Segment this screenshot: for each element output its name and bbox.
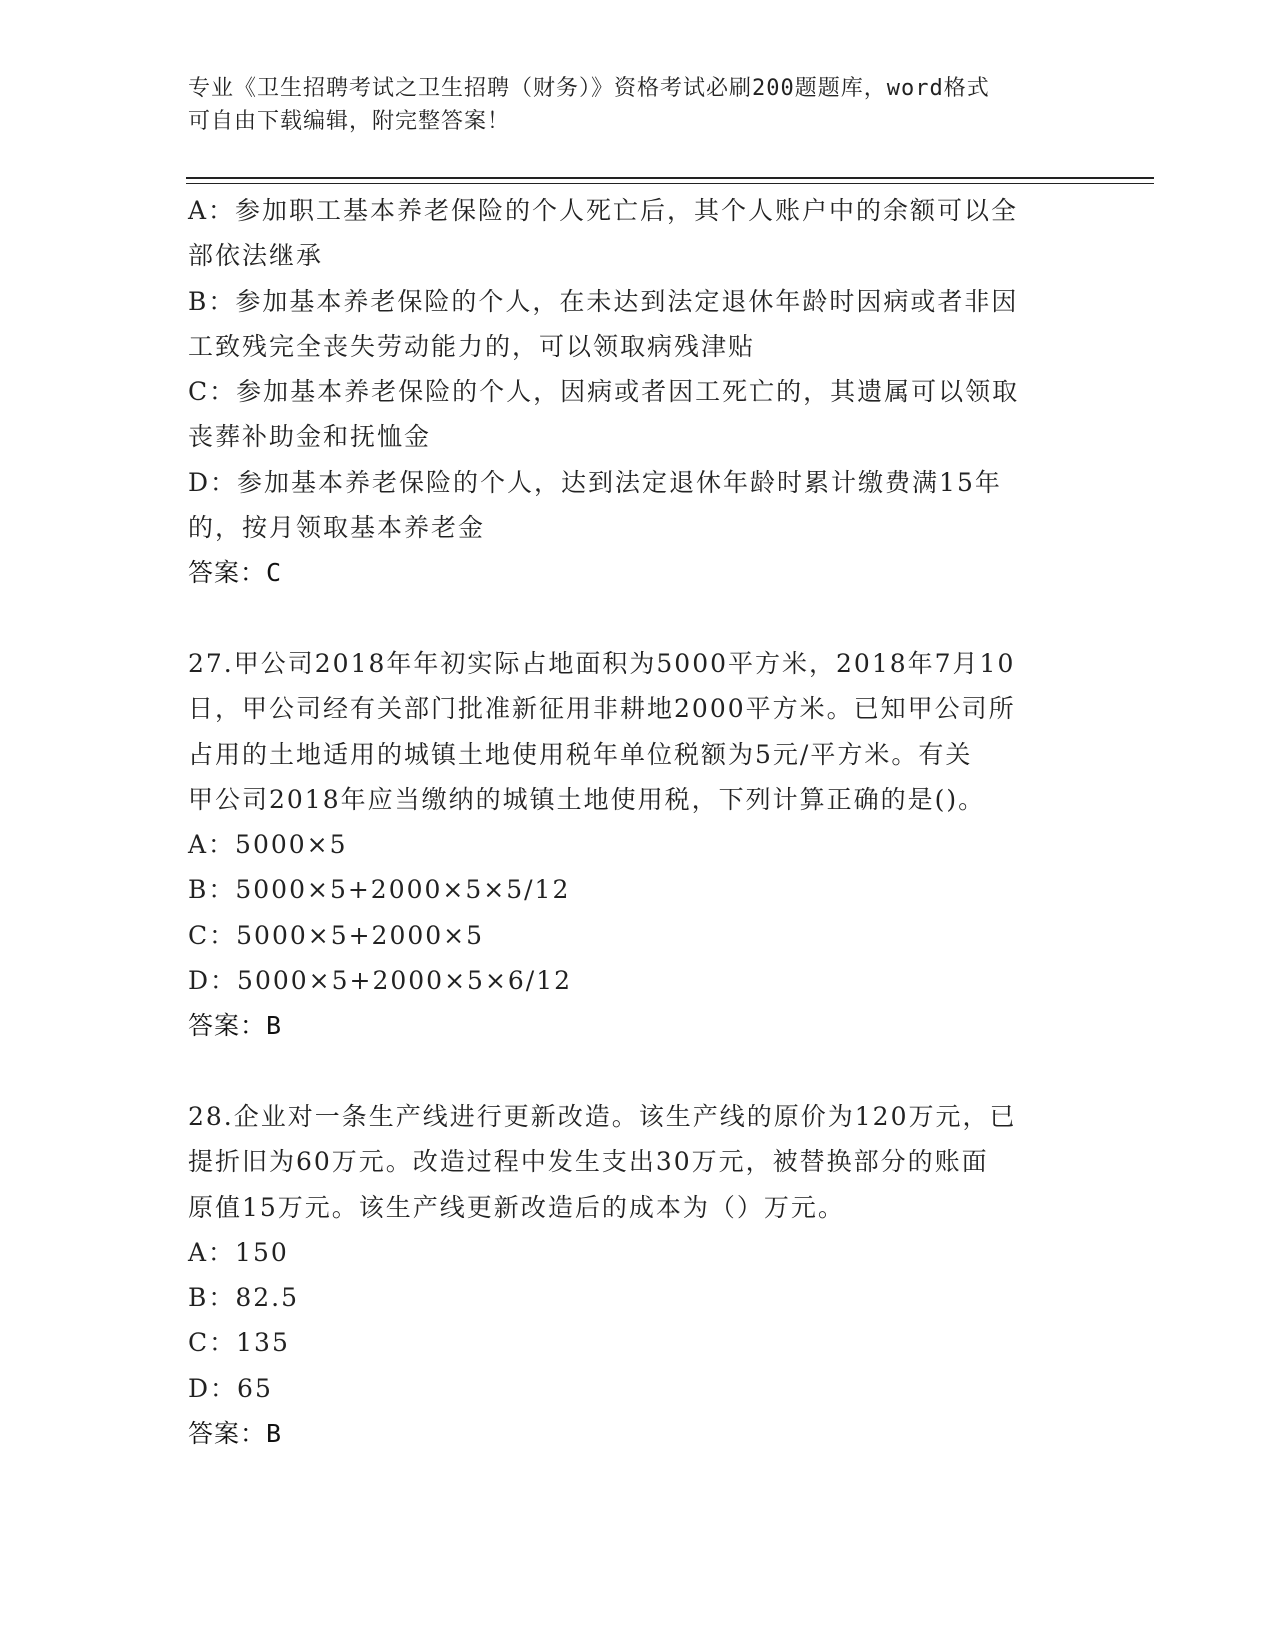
question-stem-line-2: 提折旧为60万元。改造过程中发生支出30万元，被替换部分的账面 <box>188 1147 989 1177</box>
question-stem-line-1: 28.企业对一条生产线进行更新改造。该生产线的原价为120万元，已 <box>188 1101 1017 1131</box>
spacer <box>188 596 1088 641</box>
header-title-line-2: 可自由下载编辑，附完整答案！ <box>188 109 511 134</box>
header-rule-thick <box>186 177 1154 179</box>
option-c: C：5000×5+2000×5 <box>188 920 485 950</box>
question-28 <box>188 1094 1088 1456</box>
question-stem-line-2: 日，甲公司经有关部门批准新征用非耕地2000平方米。已知甲公司所 <box>188 694 1016 724</box>
header-rule-thin <box>186 183 1154 184</box>
option-b: B：5000×5+2000×5×5/12 <box>188 875 571 905</box>
question-27 <box>188 641 1088 1049</box>
option-a: A：5000×5 <box>188 830 348 860</box>
header-title-line-1: 专业《卫生招聘考试之卫生招聘（财务）》资格考试必刷200题题库，word格式 <box>188 76 990 101</box>
option-d-line-1: D：参加基本养老保险的个人，达到法定退休年龄时累计缴费满15年 <box>188 467 1002 497</box>
option-a-line-2: 部依法继承 <box>188 241 324 271</box>
option-a: A：150 <box>188 1237 289 1267</box>
option-b: B：82.5 <box>188 1283 300 1313</box>
option-d: D：65 <box>188 1373 273 1403</box>
option-c: C：135 <box>188 1328 290 1358</box>
option-b-line-1: B：参加基本养老保险的个人，在未达到法定退休年龄时因病或者非因 <box>188 286 1019 316</box>
option-c-line-1: C：参加基本养老保险的个人，因病或者因工死亡的，其遗属可以领取 <box>188 377 1020 407</box>
option-c-line-2: 丧葬补助金和抚恤金 <box>188 422 432 452</box>
answer: 答案：B <box>188 1011 283 1041</box>
option-d-line-2: 的，按月领取基本养老金 <box>188 513 486 543</box>
question-stem-line-3: 占用的土地适用的城镇土地使用税年单位税额为5元/平方米。有关 <box>188 739 973 769</box>
answer: 答案：C <box>188 558 283 588</box>
page-header <box>188 72 1088 138</box>
spacer <box>188 1049 1088 1094</box>
question-stem-line-1: 27.甲公司2018年年初实际占地面积为5000平方米，2018年7月10 <box>188 648 1016 678</box>
answer: 答案：B <box>188 1419 283 1449</box>
question-26 <box>188 188 1088 596</box>
option-a-line-1: A：参加职工基本养老保险的个人死亡后，其个人账户中的余额可以全 <box>188 196 1019 225</box>
document-body <box>188 188 1088 1456</box>
question-stem-line-4: 甲公司2018年应当缴纳的城镇土地使用税，下列计算正确的是()。 <box>188 784 986 814</box>
question-stem-line-3: 原值15万元。该生产线更新改造后的成本为（）万元。 <box>188 1192 845 1222</box>
option-d: D：5000×5+2000×5×6/12 <box>188 966 573 996</box>
option-b-line-2: 工致残完全丧失劳动能力的，可以领取病残津贴 <box>188 331 756 361</box>
